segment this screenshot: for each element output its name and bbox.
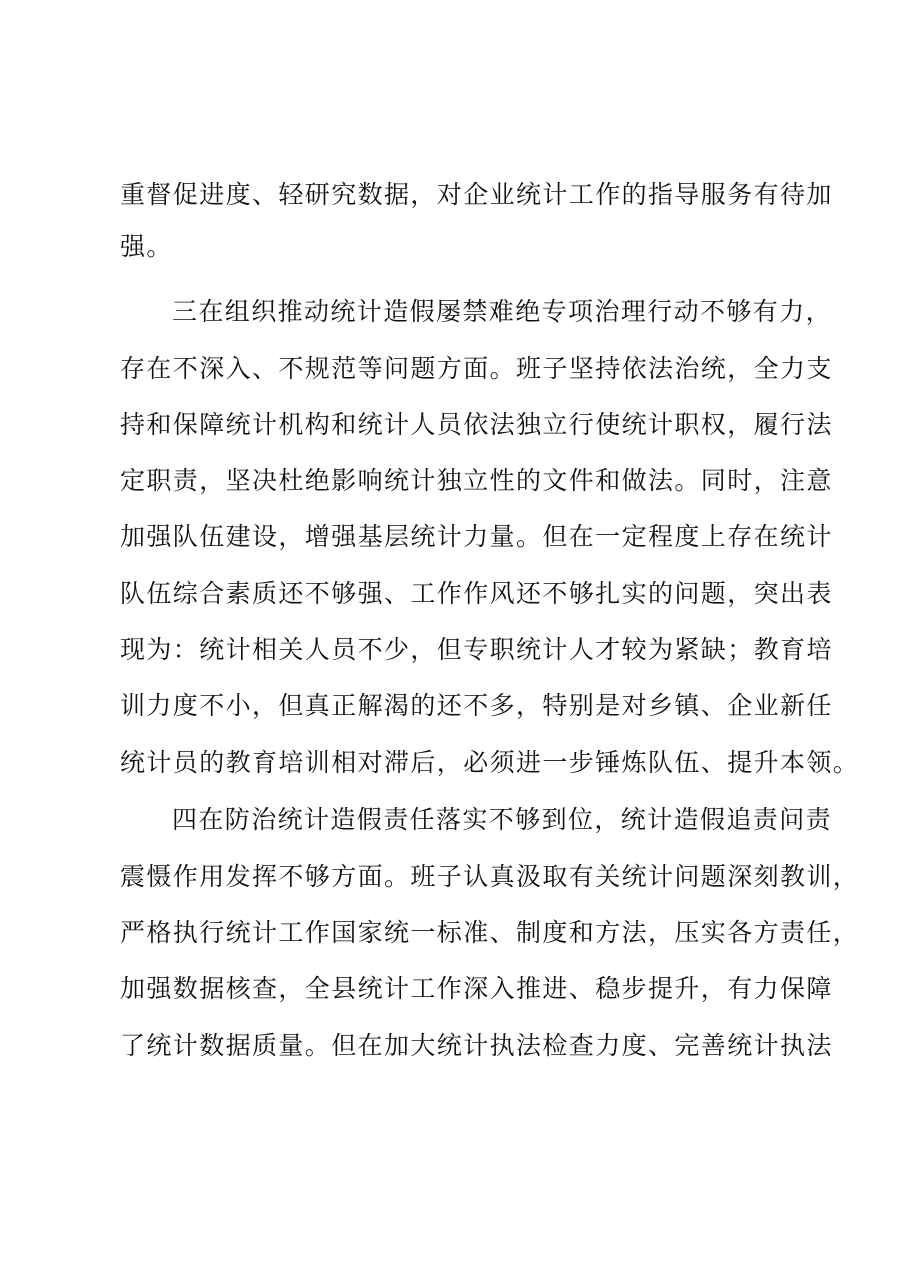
text-line: 严格执行统计工作国家统一标准、制度和方法，压实各方责任， (120, 918, 860, 947)
text-line: 现为：统计相关人员不少，但专职统计人才较为紧缺；教育培 (120, 635, 833, 664)
text-line: 持和保障统计机构和统计人员依法独立行使统计职权，履行法 (120, 410, 833, 439)
text-line: 了统计数据质量。但在加大统计执法检查力度、完善统计执法 (120, 1031, 833, 1060)
paragraph-start-line: 三在组织推动统计造假屡禁难绝专项治理行动不够有力， (172, 297, 833, 326)
text-line: 重督促进度、轻研究数据，对企业统计工作的指导服务有待加 (120, 180, 833, 209)
text-line: 队伍综合素质还不够强、工作作风还不够扎实的问题，突出表 (120, 579, 833, 608)
text-line: 强。 (120, 232, 173, 261)
text-line: 加强数据核查，全县统计工作深入推进、稳步提升，有力保障 (120, 974, 833, 1003)
text-line: 定职责，坚决杜绝影响统计独立性的文件和做法。同时，注意 (120, 466, 833, 495)
paragraph-start-line: 四在防治统计造假责任落实不够到位，统计造假追责问责 (172, 805, 833, 834)
text-line: 训力度不小，但真正解渴的还不多，特别是对乡镇、企业新任 (120, 691, 833, 720)
text-line: 统计员的教育培训相对滞后，必须进一步锤炼队伍、提升本领。 (120, 748, 860, 777)
text-line: 加强队伍建设，增强基层统计力量。但在一定程度上存在统计 (120, 522, 833, 551)
text-line: 震慑作用发挥不够方面。班子认真汲取有关统计问题深刻教训， (120, 862, 860, 891)
text-line: 存在不深入、不规范等问题方面。班子坚持依法治统，全力支 (120, 354, 833, 383)
